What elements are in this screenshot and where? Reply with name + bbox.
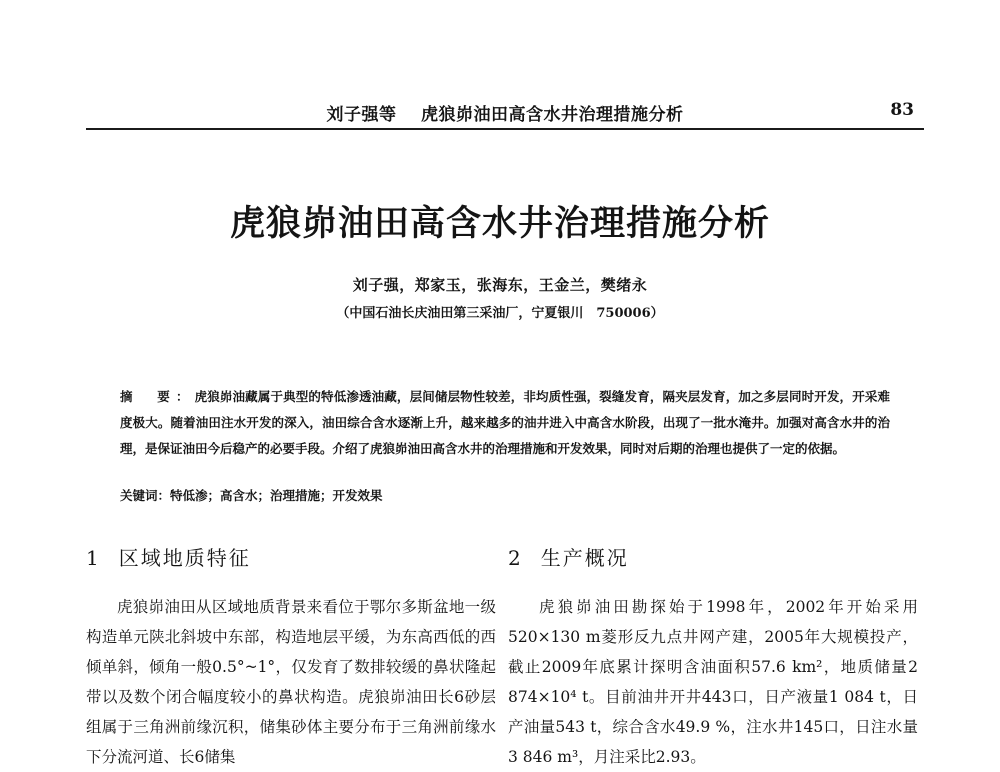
section2-body — [508, 592, 918, 772]
keywords — [120, 488, 890, 504]
article-affiliation: （中国石油长庆油田第三采油厂，宁夏银川 750006） — [336, 306, 664, 321]
section1-body — [86, 592, 496, 772]
section1-heading — [86, 542, 251, 571]
abstract — [120, 384, 890, 462]
section1-title: 区域地质特征 — [118, 546, 251, 570]
section1-paragraph: 虎狼峁油田从区域地质背景来看位于鄂尔多斯盆地一级构造单元陕北斜坡中东部，构造地层平缓，为东高西低的西倾单斜，倾角一般0.5°~1°，仅发育了数排较缓的鼻状隆起带以及数个闭合幅度较小的鼻状构造。虎狼峁油田长6砂层组属于三角洲前缘沉积，储集砂体主要分布于三角洲前缘水下分流河道、长6储集 — [86, 598, 496, 766]
article-authors: 刘子强，郑家玉，张海东，王金兰，樊绪永 — [352, 276, 648, 294]
page-number: 83 — [890, 100, 914, 120]
keywords-text: 特低渗；高含水；治理措施；开发效果 — [170, 488, 383, 503]
section1-number: 1 — [86, 546, 101, 570]
running-header-title: 虎狼峁油田高含水井治理措施分析 — [420, 105, 684, 125]
article-title: 虎狼峁油田高含水井治理措施分析 — [229, 203, 770, 244]
section2-number: 2 — [508, 546, 523, 570]
running-header — [86, 96, 924, 130]
running-header-text — [86, 100, 924, 125]
section2-heading — [508, 542, 629, 571]
abstract-label: 摘 要： — [120, 389, 195, 404]
abstract-text: 虎狼峁油藏属于典型的特低渗透油藏，层间储层物性较差，非均质性强，裂缝发育，隔夹层发育，加之多层同时开发，开采难度极大。随着油田注水开发的深入，油田综合含水逐渐上升，越来越多的油井进入中高含水阶段，出现了一批水淹井。加强对高含水井的治理，是保证油田今后稳产的必要手段。介绍了虎狼峁油田高含水井的治理措施和开发效果，同时对后期的治理也提供了一定的依据。 — [120, 389, 890, 456]
section2-title: 生产概况 — [540, 546, 629, 570]
section2-paragraph: 虎狼峁油田勘探始于1998年，2002年开始采用520×130 m菱形反九点井网产建，2005年大规模投产，截止2009年底累计探明含油面积57.6 km²，地质储量2 874×10⁴ t。目前油井开井443口，日产液量1 084 t，日产油量543 t，综合含水49.9 %，注水井145口，日注水量3 846 m³，月注采比2.93。 — [508, 598, 918, 766]
keywords-label: 关键词： — [120, 488, 171, 503]
running-header-authors: 刘子强等 — [326, 105, 397, 125]
